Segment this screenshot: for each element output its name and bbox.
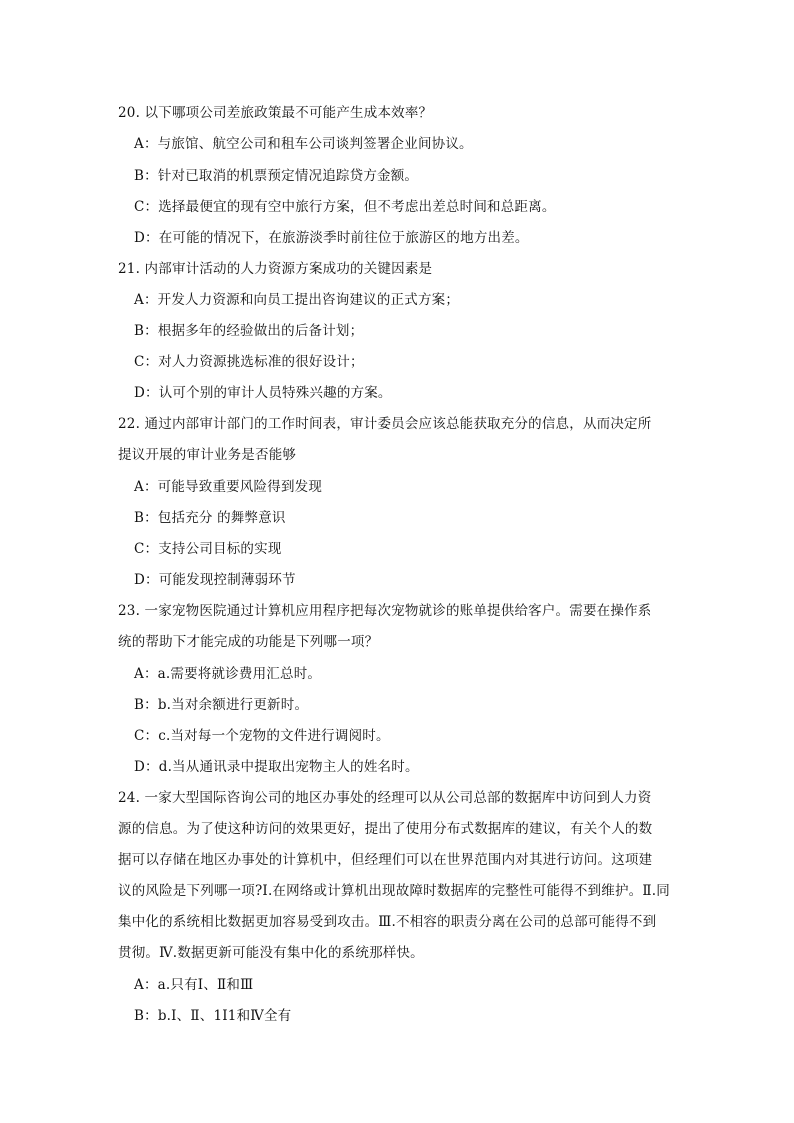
question-23-option-d: D：d.当从通讯录中提取出宠物主人的姓名时。 (134, 759, 419, 775)
question-23-option-b: B：b.当对余额进行更新时。 (134, 697, 309, 713)
question-23-stem-line-2: 统的帮助下才能完成的功能是下列哪一项？ (118, 634, 379, 650)
question-24-stem-line-5: 集中化的系统相比数据更加容易受到攻击。Ⅲ.不相容的职责分离在公司的总部可能得不到 (118, 914, 657, 930)
question-20-option-d: D：在可能的情况下，在旅游淡季时前往位于旅游区的地方出差。 (134, 230, 529, 246)
question-22-stem-line-2: 提议开展的审计业务是否能够 (118, 447, 297, 463)
question-21-option-b: B：根据多年的经验做出的后备计划； (134, 323, 364, 339)
question-22-option-d: D：可能发现控制薄弱环节 (134, 572, 296, 588)
question-24-option-a: A：a.只有Ⅰ、Ⅱ和Ⅲ (134, 977, 254, 993)
question-22-option-b: B：包括充分 的舞弊意识 (134, 510, 286, 526)
question-21-option-a: A：开发人力资源和向员工提出咨询建议的正式方案； (134, 292, 460, 308)
question-22-stem-line-1: 22. 通过内部审计部门的工作时间表，审计委员会应该总能获取充分的信息，从而决定所 (118, 416, 652, 432)
question-22-option-a: A：可能导致重要风险得到发现 (134, 479, 323, 495)
question-24-stem-line-2: 源的信息。为了使这种访问的效果更好，提出了使用分布式数据库的建议，有关个人的数 (118, 821, 653, 837)
question-24-stem-line-6: 贯彻。Ⅳ.数据更新可能没有集中化的系统那样快。 (118, 945, 424, 961)
question-21-stem: 21. 内部审计活动的人力资源方案成功的关键因素是 (118, 261, 433, 277)
question-24-option-b: B：b.Ⅰ、Ⅱ、1I1和Ⅳ全有 (134, 1008, 292, 1024)
question-23-option-a: A：a.需要将就诊费用汇总时。 (134, 666, 322, 682)
question-20-option-a: A：与旅馆、航空公司和租车公司谈判签署企业间协议。 (134, 136, 473, 152)
question-20-stem: 20. 以下哪项公司差旅政策最不可能产生成本效率？ (118, 105, 433, 121)
question-21-option-d: D：认可个别的审计人员特殊兴趣的方案。 (134, 385, 392, 401)
question-24-stem-line-4: 议的风险是下列哪一项?I.在网络或计算机出现故障时数据库的完整性可能得不到维护。Ⅱ.同 (118, 883, 670, 899)
question-24-stem-line-1: 24. 一家大型国际咨询公司的地区办事处的经理可以从公司总部的数据库中访问到人力资 (118, 790, 652, 806)
question-21-option-c: C：对人力资源挑选标准的很好设计； (134, 354, 364, 370)
question-24-stem-line-3: 据可以存储在地区办事处的计算机中，但经理们可以在世界范围内对其进行访问。这项建 (118, 852, 653, 868)
question-20-option-b: B：针对已取消的机票预定情况追踪贷方金额。 (134, 168, 419, 184)
question-23-stem-line-1: 23. 一家宠物医院通过计算机应用程序把每次宠物就诊的账单提供给客户。需要在操作系 (118, 603, 652, 619)
question-23-option-c: C：c.当对每一个宠物的文件进行调阅时。 (134, 728, 390, 744)
question-20-option-c: C：选择最便宜的现有空中旅行方案，但不考虑出差总时间和总距离。 (134, 199, 556, 215)
question-22-option-c: C：支持公司目标的实现 (134, 541, 282, 557)
